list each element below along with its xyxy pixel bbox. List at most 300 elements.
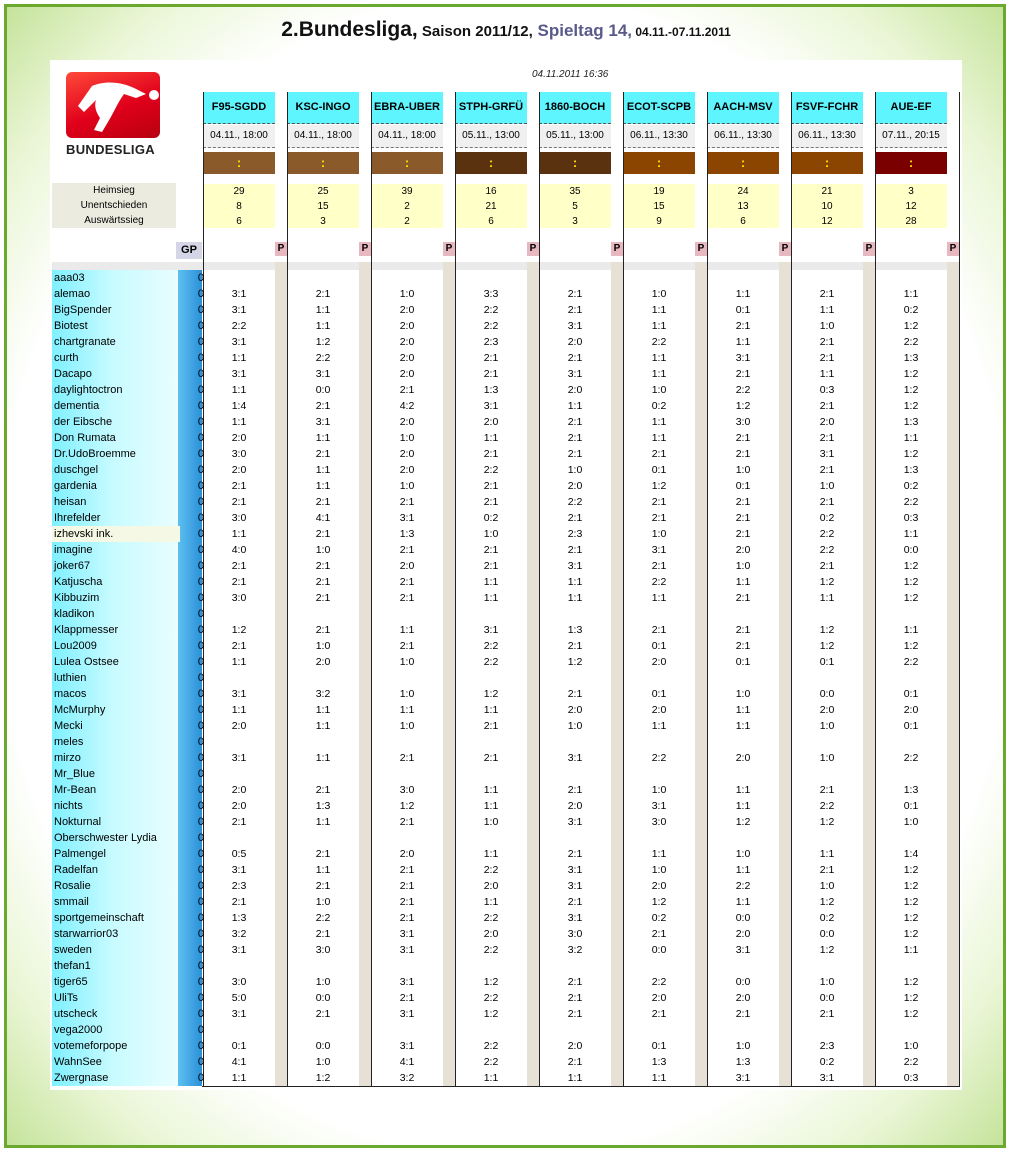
player-tip: 1:1	[315, 704, 331, 716]
player-tip	[623, 1022, 695, 1038]
stat-away-wins: 3	[320, 216, 326, 227]
match-label: ECOT-SCPB	[623, 92, 695, 124]
player-tip: 0:1	[903, 800, 919, 812]
player-gp: 0	[197, 368, 204, 380]
player-tip: 2:2	[483, 1056, 499, 1068]
player-tip: 2:1	[315, 880, 331, 892]
match-label: 1860-BOCH	[539, 92, 611, 124]
player-tip: 2:1	[399, 640, 415, 652]
player-tip	[791, 958, 863, 974]
player-tip: 2:1	[231, 640, 247, 652]
player-tip	[287, 1022, 359, 1038]
player-tip: 1:0	[735, 1040, 751, 1052]
player-gp: 0	[197, 1008, 204, 1020]
player-tip: 2:0	[231, 784, 247, 796]
player-tip: 2:1	[567, 848, 583, 860]
player-tip: 2:1	[399, 992, 415, 1004]
player-tip: 3:1	[231, 688, 247, 700]
player-tip: 0:2	[819, 912, 835, 924]
player-tip: 0:2	[651, 400, 667, 412]
player-name: mirzo	[54, 752, 81, 764]
player-tip: 2:2	[483, 304, 499, 316]
player-tip: 2:1	[819, 1008, 835, 1020]
player-tip: 1:1	[315, 752, 331, 764]
player-tip: 3:1	[735, 1072, 751, 1084]
player-tip: 1:1	[231, 528, 247, 540]
player-tip: 2:1	[651, 928, 667, 940]
player-tip	[875, 830, 947, 846]
player-tip: 0:1	[651, 688, 667, 700]
match-date: 04.11., 18:00	[371, 125, 443, 148]
player-tip: 2:0	[399, 448, 415, 460]
player-name: starwarrior03	[54, 928, 119, 940]
player-tip: 2:1	[735, 448, 751, 460]
points-header: P	[779, 242, 791, 256]
player-tip: 0:0	[735, 912, 751, 924]
player-tip: 1:1	[315, 304, 331, 316]
player-gp: 0	[197, 736, 204, 748]
stat-away-wins: 9	[656, 216, 662, 227]
table-row	[52, 750, 960, 766]
player-tip	[875, 606, 947, 622]
player-tip: 1:0	[819, 752, 835, 764]
points-header: P	[527, 242, 539, 256]
player-tip: 3:0	[231, 976, 247, 988]
player-tip: 2:1	[483, 544, 499, 556]
player-tip: 2:2	[651, 976, 667, 988]
player-tip: 2:0	[399, 848, 415, 860]
stat-away-wins: 28	[905, 216, 917, 227]
player-tip: 0:0	[651, 944, 667, 956]
player-tip: 2:2	[903, 656, 919, 668]
table-row	[52, 766, 960, 782]
player-tip: 1:2	[903, 400, 919, 412]
player-tip: 2:3	[483, 336, 499, 348]
player-tip: 2:1	[567, 544, 583, 556]
player-tip: 3:0	[315, 944, 331, 956]
player-tip: 3:1	[483, 400, 499, 412]
player-gp: 0	[197, 752, 204, 764]
player-tip	[203, 958, 275, 974]
player-tip: 2:1	[567, 448, 583, 460]
player-tip: 1:2	[903, 448, 919, 460]
match-date: 04.11., 18:00	[287, 125, 359, 148]
player-name: Lou2009	[54, 640, 97, 652]
player-tip: 1:1	[315, 464, 331, 476]
player-tip: 2:1	[483, 448, 499, 460]
player-tip: 0:1	[903, 720, 919, 732]
stat-home-wins: 24	[737, 186, 749, 197]
player-tip: 2:1	[567, 432, 583, 444]
player-tip: 1:1	[651, 304, 667, 316]
player-tip: 1:2	[903, 576, 919, 588]
match-stats	[203, 184, 275, 228]
player-tip: 0:2	[903, 480, 919, 492]
player-tip: 1:2	[819, 944, 835, 956]
player-gp: 0	[197, 928, 204, 940]
player-name: Oberschwester Lydia	[54, 832, 157, 844]
player-tip	[371, 670, 443, 686]
player-tip: 2:1	[399, 384, 415, 396]
stat-away-wins: 6	[740, 216, 746, 227]
player-tip: 1:2	[903, 992, 919, 1004]
player-tip	[875, 734, 947, 750]
player-tip: 2:0	[231, 464, 247, 476]
player-tip: 3:1	[231, 288, 247, 300]
player-gp: 0	[197, 448, 204, 460]
player-tip: 1:2	[483, 688, 499, 700]
player-tip: 1:0	[483, 528, 499, 540]
player-gp: 0	[197, 512, 204, 524]
stat-draws: 21	[485, 201, 497, 212]
player-tip: 2:1	[315, 784, 331, 796]
player-name: votemeforpope	[54, 1040, 128, 1052]
player-tip: 1:0	[399, 432, 415, 444]
player-tip	[287, 606, 359, 622]
points-header: P	[611, 242, 623, 256]
player-tip: 2:1	[315, 400, 331, 412]
table-row	[52, 558, 960, 574]
player-tip: 1:0	[399, 288, 415, 300]
player-tip	[371, 830, 443, 846]
player-tip: 2:1	[651, 448, 667, 460]
player-tip: 1:4	[903, 848, 919, 860]
player-tip: 1:2	[819, 624, 835, 636]
player-tip	[539, 270, 611, 286]
player-tip: 1:2	[903, 1008, 919, 1020]
stat-away-wins: 6	[488, 216, 494, 227]
player-tip: 3:1	[819, 448, 835, 460]
table-row	[52, 590, 960, 606]
player-tip: 3:1	[399, 512, 415, 524]
player-tip: 1:1	[483, 576, 499, 588]
player-name: vega2000	[54, 1024, 103, 1036]
player-tip: 2:1	[315, 928, 331, 940]
player-tip: 1:0	[315, 1056, 331, 1068]
table-row	[52, 958, 960, 974]
player-tip: 0:1	[735, 480, 751, 492]
player-tip: 3:1	[567, 320, 583, 332]
player-name: meles	[54, 736, 84, 748]
player-tip	[791, 766, 863, 782]
table-top-band	[52, 262, 960, 270]
player-tip: 1:1	[819, 848, 835, 860]
stat-away-wins: 2	[404, 216, 410, 227]
player-tip: 2:0	[231, 432, 247, 444]
player-tip: 0:2	[903, 304, 919, 316]
player-tip: 1:3	[399, 528, 415, 540]
player-tip	[203, 766, 275, 782]
player-gp: 0	[197, 608, 204, 620]
match-label: STPH-GRFÜ	[455, 92, 527, 124]
player-tip: 2:2	[231, 320, 247, 332]
player-tip: 1:2	[903, 640, 919, 652]
player-tip: 1:2	[903, 560, 919, 572]
player-tip: 2:2	[483, 1040, 499, 1052]
player-tip: 2:2	[651, 336, 667, 348]
player-tip: 2:1	[735, 432, 751, 444]
player-tip: 1:2	[903, 320, 919, 332]
player-tip: 2:1	[399, 912, 415, 924]
player-tip	[455, 1022, 527, 1038]
player-tip: 1:2	[903, 384, 919, 396]
player-tip: 2:1	[819, 288, 835, 300]
match-date: 04.11., 18:00	[203, 125, 275, 148]
player-tip: 1:0	[399, 480, 415, 492]
player-tip	[203, 830, 275, 846]
match-result: :	[707, 152, 779, 174]
player-tip: 3:1	[231, 336, 247, 348]
player-gp: 0	[197, 432, 204, 444]
player-tip: 2:0	[399, 336, 415, 348]
player-name: Radelfan	[54, 864, 99, 876]
title-matchday: Spieltag 14,	[532, 21, 633, 40]
match-stats	[539, 184, 611, 228]
player-tip: 1:0	[399, 656, 415, 668]
player-gp: 0	[197, 912, 204, 924]
player-tip: 0:0	[315, 992, 331, 1004]
player-tip: 2:1	[651, 560, 667, 572]
player-tip: 1:0	[651, 784, 667, 796]
player-name: Zwergnase	[54, 1072, 109, 1084]
stat-home-wins: 35	[569, 186, 581, 197]
player-tip: 0:2	[819, 1056, 835, 1068]
player-tip	[875, 1022, 947, 1038]
stat-draws: 15	[317, 201, 329, 212]
player-tip: 1:3	[315, 800, 331, 812]
player-tip: 1:1	[651, 720, 667, 732]
player-tip: 3:0	[231, 592, 247, 604]
player-tip: 1:1	[315, 320, 331, 332]
match-result: :	[875, 152, 947, 174]
player-tip: 2:2	[819, 544, 835, 556]
player-tip: 3:1	[567, 752, 583, 764]
stat-draws: 10	[821, 201, 833, 212]
player-name: macos	[54, 688, 87, 700]
player-tip	[287, 766, 359, 782]
player-tip: 2:0	[399, 416, 415, 428]
player-tip: 2:1	[483, 560, 499, 572]
player-name: heisan	[54, 496, 87, 508]
player-name: izhevski ink.	[52, 526, 180, 542]
player-tip: 0:0	[819, 928, 835, 940]
player-tip: 0:1	[735, 304, 751, 316]
player-gp: 0	[197, 864, 204, 876]
player-gp: 0	[197, 704, 204, 716]
player-tip: 2:1	[819, 432, 835, 444]
player-tip: 1:1	[567, 592, 583, 604]
player-tip	[623, 606, 695, 622]
player-tip	[539, 1022, 611, 1038]
player-tip: 2:1	[567, 688, 583, 700]
player-name: duschgel	[54, 464, 99, 476]
table-row	[52, 606, 960, 622]
player-tip: 1:1	[315, 816, 331, 828]
player-tip: 2:2	[903, 496, 919, 508]
player-tip	[791, 734, 863, 750]
player-tip: 1:1	[315, 720, 331, 732]
player-tip: 4:2	[399, 400, 415, 412]
player-gp: 0	[197, 720, 204, 732]
player-tip: 2:2	[819, 800, 835, 812]
table-row	[52, 702, 960, 718]
table-row	[52, 686, 960, 702]
player-tip	[539, 670, 611, 686]
player-tip	[287, 830, 359, 846]
player-tip	[707, 766, 779, 782]
table-row	[52, 350, 960, 366]
match-result: :	[287, 152, 359, 174]
player-tip: 1:0	[567, 720, 583, 732]
player-tip: 1:1	[483, 800, 499, 812]
table-row	[52, 782, 960, 798]
player-tip: 1:2	[903, 864, 919, 876]
player-tip: 2:1	[735, 528, 751, 540]
stat-home-wins: 25	[317, 186, 329, 197]
player-tip: 1:2	[399, 800, 415, 812]
player-tip: 1:1	[735, 784, 751, 796]
player-tip: 2:1	[735, 496, 751, 508]
table-row	[52, 382, 960, 398]
player-tip: 2:0	[483, 416, 499, 428]
player-tip: 2:1	[483, 496, 499, 508]
player-tip: 2:1	[399, 896, 415, 908]
player-tip: 2:2	[483, 992, 499, 1004]
player-tip: 3:0	[231, 448, 247, 460]
table-row	[52, 878, 960, 894]
player-tip: 2:1	[735, 512, 751, 524]
player-gp: 0	[197, 560, 204, 572]
player-gp: 0	[197, 944, 204, 956]
match-result: :	[203, 152, 275, 174]
player-tip: 2:1	[567, 288, 583, 300]
player-tip: 1:1	[735, 896, 751, 908]
player-tip: 1:1	[567, 400, 583, 412]
player-tip	[455, 270, 527, 286]
player-tip: 3:0	[651, 816, 667, 828]
player-tip: 2:2	[567, 496, 583, 508]
player-tip: 2:0	[819, 704, 835, 716]
player-tip: 1:3	[651, 1056, 667, 1068]
player-tip: 1:0	[819, 720, 835, 732]
player-tip: 4:0	[231, 544, 247, 556]
player-tip: 2:1	[231, 560, 247, 572]
stat-label-away: Auswärtssieg	[84, 215, 144, 226]
table-row	[52, 478, 960, 494]
player-tip: 2:0	[399, 320, 415, 332]
player-tip: 2:1	[651, 624, 667, 636]
player-tip: 2:1	[315, 448, 331, 460]
player-tip: 2:1	[567, 640, 583, 652]
player-tip: 2:1	[399, 880, 415, 892]
player-tip: 0:0	[315, 384, 331, 396]
player-tip: 2:1	[483, 480, 499, 492]
player-tip: 0:2	[651, 912, 667, 924]
match-stats	[707, 184, 779, 228]
stat-home-wins: 19	[653, 186, 665, 197]
bundesliga-logo	[66, 72, 160, 138]
player-tip: 1:1	[651, 352, 667, 364]
player-tip: 2:1	[735, 592, 751, 604]
player-tip	[539, 734, 611, 750]
player-tip: 3:1	[399, 928, 415, 940]
match-date: 05.11., 13:00	[455, 125, 527, 148]
player-tip	[287, 734, 359, 750]
player-tip: 1:0	[315, 896, 331, 908]
table-row	[52, 814, 960, 830]
table-row	[52, 670, 960, 686]
player-tip: 0:3	[819, 384, 835, 396]
player-tip: 2:1	[231, 896, 247, 908]
player-tip	[707, 958, 779, 974]
player-tip: 1:1	[483, 784, 499, 796]
player-tip: 4:1	[315, 512, 331, 524]
player-tip: 1:1	[903, 432, 919, 444]
player-tip: 2:1	[483, 752, 499, 764]
player-tip: 1:2	[903, 896, 919, 908]
player-tip: 2:2	[903, 752, 919, 764]
player-tip: 2:1	[819, 864, 835, 876]
player-tip: 0:1	[819, 656, 835, 668]
player-tip: 1:1	[903, 944, 919, 956]
player-tip	[203, 670, 275, 686]
player-tip: 1:3	[903, 352, 919, 364]
player-tip: 1:1	[231, 416, 247, 428]
player-tip: 0:2	[483, 512, 499, 524]
player-tip: 1:2	[735, 400, 751, 412]
player-tip: 1:2	[903, 880, 919, 892]
player-tip: 3:1	[735, 944, 751, 956]
player-tip: 2:2	[483, 944, 499, 956]
player-tip: 3:1	[567, 880, 583, 892]
player-tip	[455, 766, 527, 782]
player-tip: 1:0	[567, 464, 583, 476]
player-tip: 2:1	[315, 1008, 331, 1020]
player-tip: 2:2	[483, 912, 499, 924]
player-tip: 3:1	[399, 976, 415, 988]
player-tip: 1:1	[735, 336, 751, 348]
player-tip: 2:2	[483, 864, 499, 876]
player-name: Rosalie	[54, 880, 91, 892]
player-tip: 4:1	[399, 1056, 415, 1068]
player-name: Mecki	[54, 720, 83, 732]
player-tip: 1:1	[567, 1072, 583, 1084]
player-tip: 1:1	[651, 592, 667, 604]
player-tip: 1:2	[483, 1008, 499, 1020]
player-gp: 0	[197, 320, 204, 332]
player-name: Katjuscha	[54, 576, 103, 588]
player-tip: 2:1	[231, 480, 247, 492]
player-tip: 2:1	[735, 368, 751, 380]
player-name: Mr-Bean	[54, 784, 97, 796]
player-name: curth	[54, 352, 79, 364]
player-tip: 3:1	[651, 544, 667, 556]
player-tip: 2:1	[735, 1008, 751, 1020]
player-name: aaa03	[54, 272, 85, 284]
table-row	[52, 926, 960, 942]
player-tip: 1:1	[735, 864, 751, 876]
player-tip: 2:2	[651, 576, 667, 588]
points-header: P	[443, 242, 455, 256]
player-tip: 1:0	[903, 816, 919, 828]
player-tip: 2:2	[315, 352, 331, 364]
player-tip: 2:1	[567, 784, 583, 796]
match-date: 06.11., 13:30	[791, 125, 863, 148]
player-tip: 1:3	[483, 384, 499, 396]
player-tip: 1:2	[735, 816, 751, 828]
player-tip: 1:1	[399, 624, 415, 636]
stat-draws: 13	[737, 201, 749, 212]
